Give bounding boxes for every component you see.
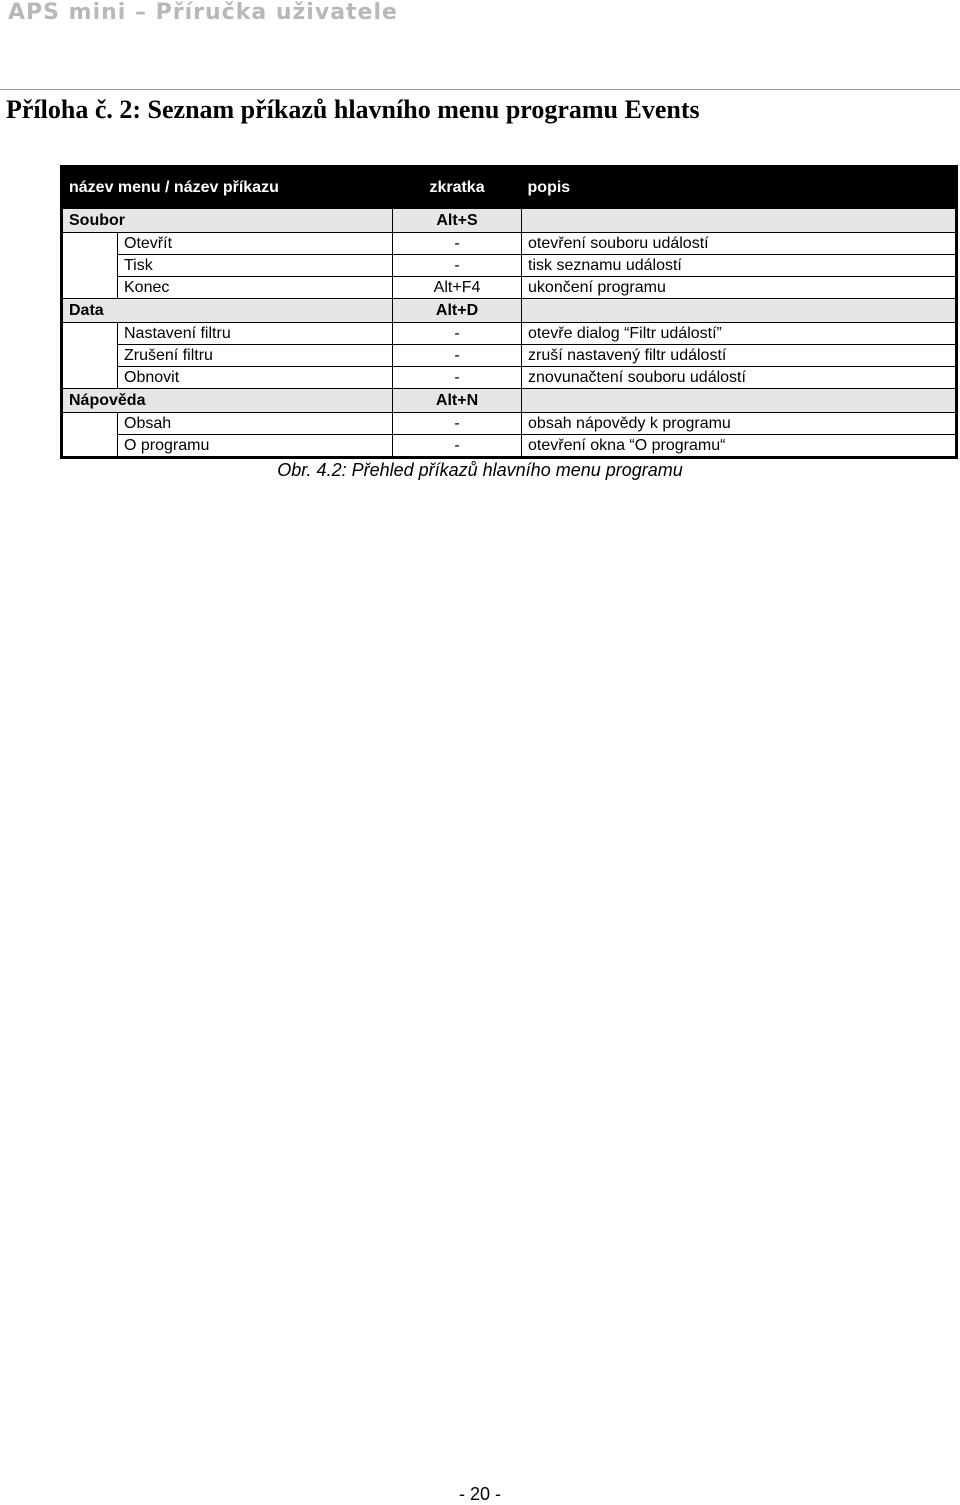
header-divider [0,89,960,90]
menu-name: Soubor [62,209,393,233]
table-row [62,277,957,299]
table-header-row [62,167,957,209]
command-shortcut: - [393,255,522,277]
table-row [62,255,957,277]
running-header: APS mini – Příručka uživatele [8,0,398,25]
indent-cell [62,255,118,277]
menu-name: Nápověda [62,389,393,413]
command-shortcut: - [393,323,522,345]
table-row [62,367,957,389]
command-name: Obnovit [118,367,393,389]
table-row [62,323,957,345]
indent-cell [62,323,118,345]
table-row [62,345,957,367]
command-shortcut: - [393,345,522,367]
indent-cell [62,345,118,367]
command-name: Obsah [118,413,393,435]
table-row [62,233,957,255]
command-shortcut: - [393,435,522,458]
command-name: Zrušení filtru [118,345,393,367]
indent-cell [62,277,118,299]
menu-description [522,389,957,413]
table-row [62,435,957,458]
menu-shortcut: Alt+N [393,389,522,413]
page-number: - 20 - [458,1484,501,1504]
appendix-title: Příloha č. 2: Seznam příkazů hlavního menu programu Events [6,95,700,124]
menu-name: Data [62,299,393,323]
indent-cell [62,435,118,458]
command-shortcut: - [393,367,522,389]
menu-description [522,209,957,233]
menu-shortcut: Alt+D [393,299,522,323]
command-description: zruší nastavený filtr událostí [522,345,957,367]
command-description: otevře dialog “Filtr událostí” [522,323,957,345]
menu-row-soubor [62,209,957,233]
menu-row-data [62,299,957,323]
command-description: otevření okna “O programu“ [522,435,957,458]
table-row [62,413,957,435]
indent-cell [62,233,118,255]
column-header-name: název menu / název příkazu [62,167,393,209]
command-shortcut: Alt+F4 [393,277,522,299]
menu-commands-table [60,165,958,459]
command-name: O programu [118,435,393,458]
menu-row-napoveda [62,389,957,413]
command-name: Otevřít [118,233,393,255]
command-shortcut: - [393,413,522,435]
command-description: obsah nápovědy k programu [522,413,957,435]
indent-cell [62,413,118,435]
menu-shortcut: Alt+S [393,209,522,233]
column-header-shortcut: zkratka [393,167,522,209]
menu-description [522,299,957,323]
command-description: ukončení programu [522,277,957,299]
command-description: otevření souboru událostí [522,233,957,255]
command-description: znovunačtení souboru událostí [522,367,957,389]
command-name: Konec [118,277,393,299]
command-name: Tisk [118,255,393,277]
command-description: tisk seznamu událostí [522,255,957,277]
indent-cell [62,367,118,389]
command-name: Nastavení filtru [118,323,393,345]
figure-caption: Obr. 4.2: Přehled příkazů hlavního menu programu [277,460,683,480]
command-shortcut: - [393,233,522,255]
column-header-description: popis [522,167,957,209]
